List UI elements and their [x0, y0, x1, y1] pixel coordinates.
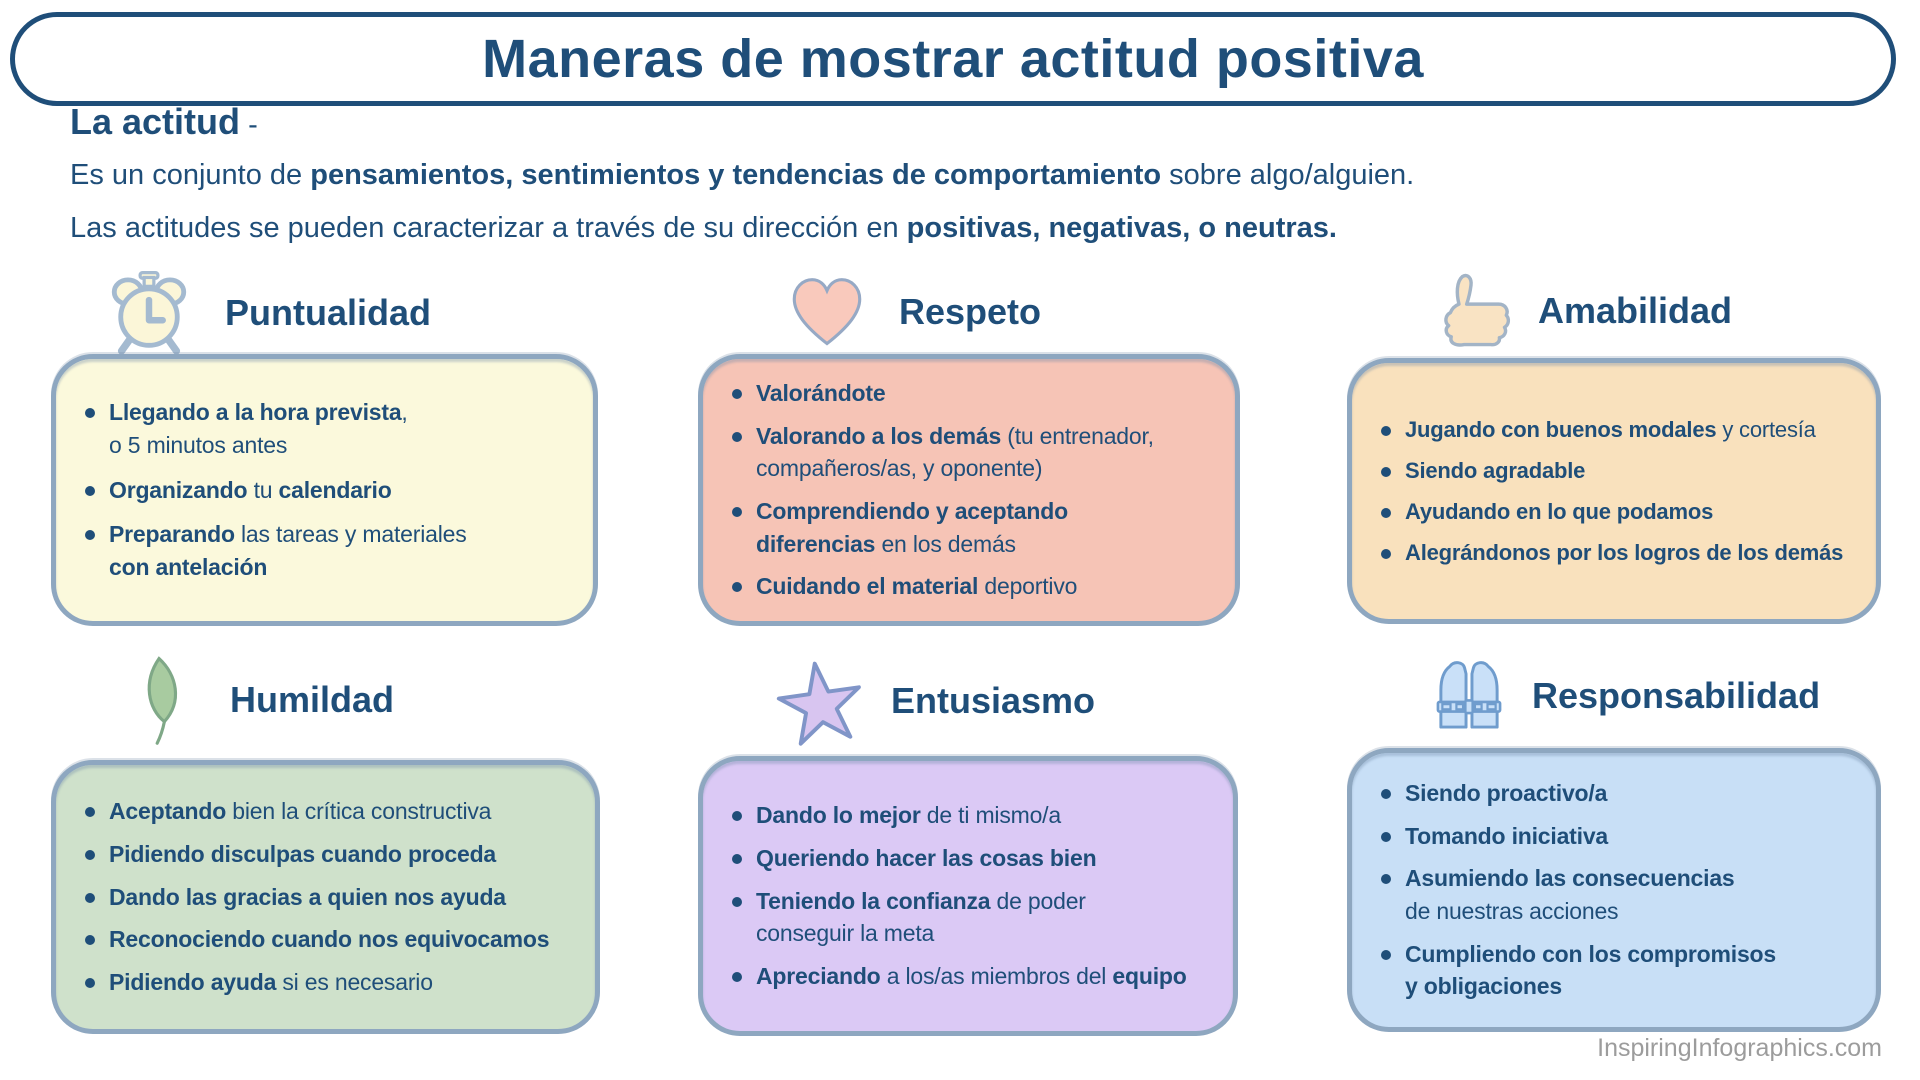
section-title: Amabilidad: [1538, 290, 1733, 331]
footer-credit: InspiringInfographics.com: [1597, 1034, 1882, 1062]
list-item: Cuidando el material deportivo: [725, 570, 1215, 603]
list-item: Teniendo la confianza de poder conseguir la meta: [725, 885, 1213, 950]
title-banner: [10, 12, 1896, 106]
section-box-puntualidad: [51, 354, 598, 626]
list-item: Dando las gracias a quien nos ayuda: [78, 881, 575, 914]
list-item: Queriendo hacer las cosas bien: [725, 842, 1213, 875]
section-header-respeto: [787, 274, 1041, 350]
section-header-entusiasmo: [775, 654, 1095, 748]
alarm-clock-icon: [107, 271, 191, 355]
list-item: Siendo proactivo/a: [1374, 777, 1856, 810]
intro-block: [70, 102, 1880, 247]
bullet-list: [1374, 767, 1856, 1013]
list-item: Apreciando a los/as miembros del equipo: [725, 960, 1213, 993]
list-item: Pidiendo ayuda si es necesario: [78, 966, 575, 999]
list-item: Aceptando bien la crítica constructiva: [78, 795, 575, 828]
list-item: Jugando con buenos modales y cortesía: [1374, 414, 1856, 445]
list-item: Cumpliendo con los compromisos y obligaciones: [1374, 938, 1856, 1003]
list-item: Dando lo mejor de ti mismo/a: [725, 799, 1213, 832]
leaf-icon: [132, 651, 186, 749]
intro-line-2: Las actitudes se pueden caracterizar a través de su dirección en positivas, negativas, o neutras.: [70, 211, 1337, 244]
bullet-list: [725, 789, 1213, 1002]
intro-heading-dash: -: [240, 109, 258, 141]
section-title: Responsabilidad: [1532, 675, 1821, 716]
section-box-amabilidad: [1347, 358, 1881, 624]
section-box-humildad: [51, 760, 600, 1034]
list-item: Siendo agradable: [1374, 455, 1856, 486]
section-title: Entusiasmo: [891, 680, 1096, 721]
list-item: Valorándote: [725, 377, 1215, 410]
list-item: Reconociendo cuando nos equivocamos: [78, 923, 575, 956]
intro-heading-text: La actitud: [70, 101, 241, 142]
section-header-puntualidad: [107, 272, 431, 354]
list-item: Llegando a la hora prevista, o 5 minutos antes: [78, 396, 573, 461]
page-title: Maneras de mostrar actitud positiva: [482, 29, 1424, 89]
section-header-amabilidad: [1428, 266, 1732, 356]
list-item: Organizando tu calendario: [78, 474, 573, 507]
heart-icon: [787, 275, 867, 349]
list-item: Valorando a los demás (tu entrenador, compañeros/as, y oponente): [725, 420, 1215, 485]
section-box-responsabilidad: [1347, 748, 1881, 1032]
list-item: Tomando iniciativa: [1374, 820, 1856, 853]
bullet-list: [725, 367, 1215, 613]
list-item: Comprendiendo y aceptando diferencias en los demás: [725, 495, 1215, 560]
life-vest-icon: [1432, 656, 1506, 736]
section-header-responsabilidad: [1432, 652, 1820, 740]
section-title: Humildad: [230, 679, 395, 720]
bullet-list: [78, 785, 575, 1008]
section-header-humildad: [132, 650, 394, 750]
section-box-entusiasmo: [698, 756, 1238, 1036]
section-title: Puntualidad: [225, 292, 431, 333]
intro-heading: [70, 102, 1880, 142]
section-title: Respeto: [899, 291, 1042, 332]
list-item: Pidiendo disculpas cuando proceda: [78, 838, 575, 871]
thumbs-up-icon: [1428, 266, 1514, 356]
list-item: Asumiendo las consecuencias de nuestras acciones: [1374, 862, 1856, 927]
list-item: Alegrándonos por los logros de los demás: [1374, 537, 1856, 568]
bullet-list: [1374, 404, 1856, 579]
intro-line-1: Es un conjunto de pensamientos, sentimientos y tendencias de comportamiento sobre algo/alguien.: [70, 158, 1415, 191]
section-box-respeto: [698, 354, 1240, 626]
list-item: Preparando las tareas y materiales con antelación: [78, 518, 573, 583]
list-item: Ayudando en lo que podamos: [1374, 496, 1856, 527]
bullet-list: [78, 384, 573, 595]
star-icon: [775, 657, 865, 745]
